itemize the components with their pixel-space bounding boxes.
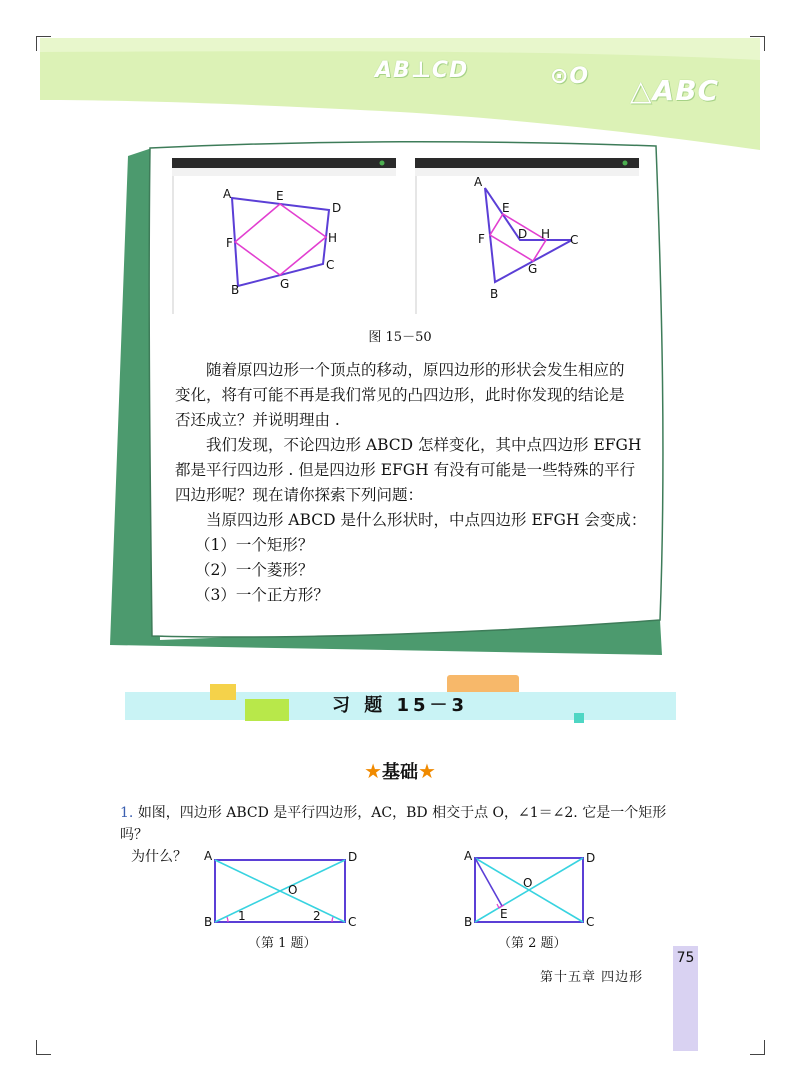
q1-angle-1: 1 (238, 909, 246, 923)
banner-deco-perpendicular: AB⊥CD (375, 58, 469, 83)
figure-caption: 图 15－50 (368, 330, 432, 345)
fig2-label-B: B (490, 287, 499, 301)
paragraph-1-line-3: 否还成立？并说明理由 . (175, 411, 340, 429)
figure-question-1-caption: （第 1 题） (248, 936, 317, 951)
fig1-label-F: F (226, 236, 233, 250)
fig2-label-G: G (528, 262, 538, 276)
paragraph-2-line-1: 我们发现，不论四边形 ABCD 怎样变化，其中点四边形 EFGH (206, 436, 642, 454)
paragraph-2-line-2: 都是平行四边形 . 但是四边形 EFGH 有没有可能是一些特殊的平行 (175, 461, 636, 479)
q2-label-C: C (586, 915, 595, 929)
q1-label-O: O (288, 883, 298, 897)
q1-label-A: A (204, 849, 213, 863)
paragraph-2 (175, 433, 650, 508)
question-rectangle (195, 533, 670, 558)
exercise-title: 习 题 15－3 (331, 695, 469, 716)
paragraph-3-line-1: 当原四边形 ABCD 是什么形状时，中点四边形 EFGH 会变成： (206, 511, 647, 529)
fig2-label-F: F (478, 232, 485, 246)
question-rectangle-text: （1）一个矩形？ (195, 536, 314, 554)
basics-label: 基础 (382, 762, 418, 783)
page-number: 75 (676, 950, 695, 966)
paragraph-2-line-3: 四边形呢？现在请你探索下列问题： (175, 486, 424, 504)
fig1-label-E: E (276, 189, 284, 203)
figure-15-50-concave (415, 158, 639, 314)
q2-label-A: A (464, 849, 473, 863)
figure-15-50-convex (172, 158, 396, 314)
fig2-label-D: D (518, 227, 528, 241)
paragraph-1 (175, 358, 650, 433)
question-rhombus-text: （2）一个菱形？ (195, 561, 314, 579)
fig1-label-B: B (231, 283, 240, 297)
question-1-line-2: 为什么？ (131, 849, 187, 865)
q1-label-B: B (204, 915, 213, 929)
fig1-label-H: H (328, 231, 338, 245)
crop-mark-bottom-left (36, 1040, 51, 1055)
question-1-number: 1. (120, 805, 134, 821)
fig1-label-G: G (280, 277, 290, 291)
banner-deco-circle: ⊙O (550, 64, 590, 89)
figure-question-1 (200, 848, 370, 930)
star-icon: ★ (364, 759, 382, 783)
question-square-text: （3）一个正方形？ (195, 586, 329, 604)
banner-deco-triangle: △ABC (630, 74, 720, 107)
paragraph-1-line-2: 变化，将有可能不再是我们常见的凸四边形，此时你发现的结论是 (175, 386, 625, 404)
q2-label-B: B (464, 915, 473, 929)
question-rhombus (195, 558, 670, 583)
fig1-label-C: C (326, 258, 335, 272)
paragraph-3 (175, 508, 650, 533)
fig1-label-D: D (332, 201, 342, 215)
question-square (195, 583, 670, 608)
q1-label-D: D (348, 850, 358, 864)
q1-angle-2: 2 (313, 909, 321, 923)
crop-mark-bottom-right (750, 1040, 765, 1055)
basics-heading (0, 758, 800, 784)
fig2-label-C: C (570, 233, 579, 247)
paragraph-1-line-1: 随着原四边形一个顶点的移动，原四边形的形状会发生相应的 (206, 361, 625, 379)
figure-question-2-caption: （第 2 题） (498, 936, 567, 951)
q2-label-O: O (523, 876, 533, 890)
q2-label-D: D (586, 851, 596, 865)
q2-label-E: E (500, 907, 508, 921)
fig1-label-A: A (223, 187, 232, 201)
chapter-footer: 第十五章 四边形 (540, 970, 644, 985)
figure-question-2 (460, 848, 610, 930)
q1-label-C: C (348, 915, 357, 929)
fig2-label-E: E (502, 201, 510, 215)
question-1-line-1: 如图，四边形 ABCD 是平行四边形，AC，BD 相交于点 O，∠1＝∠2. 它是一个矩形吗？ (120, 805, 667, 843)
star-icon: ★ (418, 759, 436, 783)
fig2-label-H: H (541, 227, 551, 241)
fig2-label-A: A (474, 175, 483, 189)
